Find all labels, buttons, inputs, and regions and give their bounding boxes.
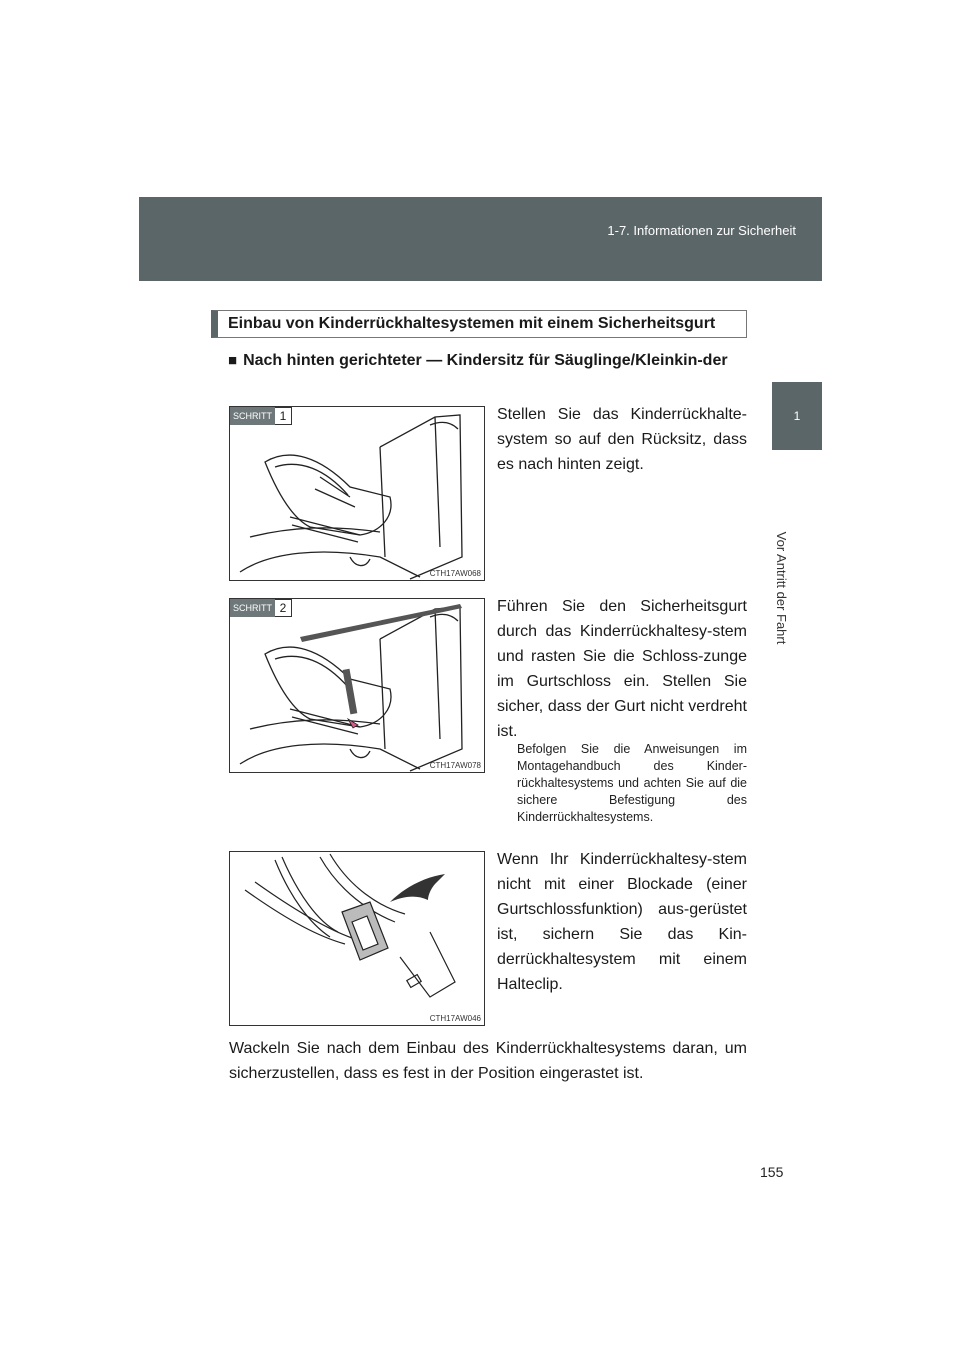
chapter-side-label-wrap — [772, 450, 822, 680]
child-seat-illustration-2 — [230, 599, 484, 772]
step-badge-2 — [230, 599, 292, 617]
step-1-text: Stellen Sie das Kinderrückhalte-system so auf den Rücksitz, dass es nach hinten zeigt. — [497, 406, 747, 473]
step-badge-label: SCHRITT — [230, 407, 275, 425]
locking-clip-text: Wenn Ihr Kinderrückhaltesy-stem nicht mit einer Blockade (einer Gurtschlossfunktion) aus-gerüstet ist, sichern Sie das Kin-derrückhaltesystem mit einem Halteclip. — [497, 851, 747, 993]
chapter-title: 1-7. Informationen zur Sicherheit — [607, 223, 796, 238]
figure-step-2 — [229, 598, 485, 773]
step-2-text: Führen Sie den Sicherheitsgurt durch das Kinderrückhaltesy-stem und rasten Sie die Schloss-zunge im Gurtschloss ein. Stellen Sie sicher, dass der Gurt nicht verdreht ist. — [497, 598, 747, 740]
chapter-header — [139, 197, 822, 281]
step-2-note: Befolgen Sie die Anweisungen im Montagehandbuch des Kinder-rückhaltesystems und achten Sie auf die sichere Befestigung des Kinderrückhaltesystems. — [517, 742, 747, 824]
figure-code: CTH17AW078 — [429, 761, 481, 770]
square-bullet-icon: ■ — [228, 352, 238, 369]
figure-code: CTH17AW068 — [429, 569, 481, 578]
final-instruction: Wackeln Sie nach dem Einbau des Kinderrückhaltesystems daran, um sicherzustellen, dass es fest in der Position eingerastet ist. — [229, 1040, 747, 1082]
page-number: 155 — [760, 1164, 784, 1180]
child-seat-illustration-1 — [230, 407, 484, 580]
figure-step-1 — [229, 406, 485, 581]
step-badge-number: 2 — [275, 599, 292, 617]
locking-clip-illustration — [230, 852, 484, 1025]
sub-heading — [228, 348, 748, 374]
figure-locking-clip — [229, 851, 485, 1026]
figure-code: CTH17AW046 — [429, 1014, 481, 1023]
step-badge-number: 1 — [275, 407, 292, 425]
section-title: Einbau von Kinderrückhaltesystemen mit einem Sicherheitsgurt — [211, 310, 747, 338]
step-badge-1 — [230, 407, 292, 425]
chapter-tab: 1 — [772, 382, 822, 450]
sub-heading-text: Nach hinten gerichteter — Kindersitz für Säuglinge/Kleinkin-der — [243, 352, 728, 369]
step-badge-label: SCHRITT — [230, 599, 275, 617]
chapter-side-label: Vor Antritt der Fahrt — [774, 531, 789, 645]
